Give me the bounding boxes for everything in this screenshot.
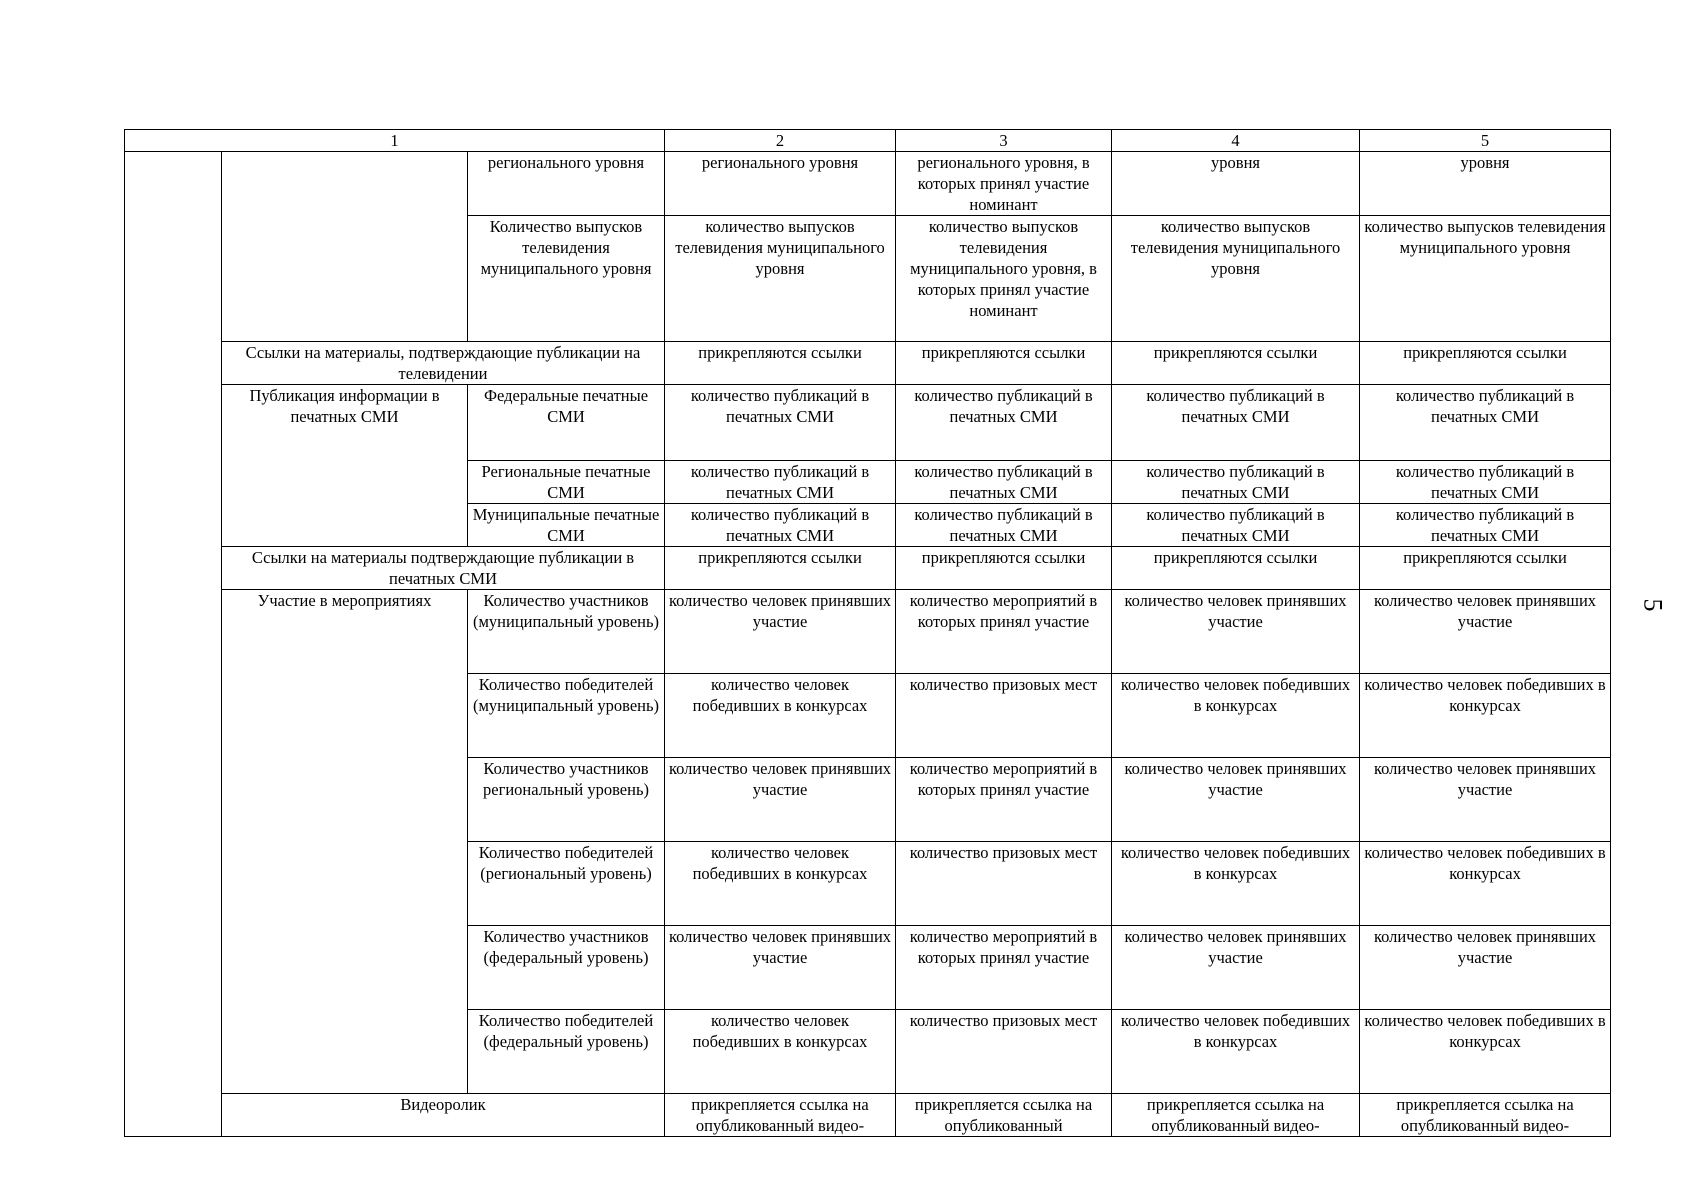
col-3-cell: количество публикаций в печатных СМИ xyxy=(896,385,1112,461)
col-2-cell: прикрепляются ссылки xyxy=(665,547,896,590)
col-2-cell: количество человек принявших участие xyxy=(665,590,896,674)
col-4-cell: количество человек принявших участие xyxy=(1112,758,1360,842)
sub-criterion-cell: Количество выпусков телевидения муниципального уровня xyxy=(468,216,665,342)
table-row xyxy=(125,547,1611,590)
col-5-cell: прикрепляется ссылка на опубликованный видео- xyxy=(1360,1094,1611,1137)
col-4-cell: прикрепляются ссылки xyxy=(1112,547,1360,590)
col-5-cell: прикрепляются ссылки xyxy=(1360,547,1611,590)
header-col-2: 2 xyxy=(665,130,896,152)
col-3-cell: прикрепляется ссылка на опубликованный xyxy=(896,1094,1112,1137)
col-2-cell: количество человек принявших участие xyxy=(665,926,896,1010)
col-2-cell: количество человек победивших в конкурсах xyxy=(665,842,896,926)
col-3-cell: количество выпусков телевидения муниципального уровня, в которых принял участие номинант xyxy=(896,216,1112,342)
col-5-cell: количество человек принявших участие xyxy=(1360,758,1611,842)
col-2-cell: количество человек принявших участие xyxy=(665,758,896,842)
col-4-cell: количество публикаций в печатных СМИ xyxy=(1112,504,1360,547)
col-3-cell: количество мероприятий в которых принял участие xyxy=(896,758,1112,842)
table-row xyxy=(125,342,1611,385)
sub-criterion-cell: Количество участников (федеральный уровень) xyxy=(468,926,665,1010)
col-5-cell: количество человек победивших в конкурсах xyxy=(1360,842,1611,926)
table-row xyxy=(125,152,1611,216)
col-3-cell: количество призовых мест xyxy=(896,1010,1112,1094)
span-criterion-cell: Видеоролик xyxy=(222,1094,665,1137)
sub-criterion-cell: Региональные печатные СМИ xyxy=(468,461,665,504)
col-2-cell: количество публикаций в печатных СМИ xyxy=(665,385,896,461)
col-4-cell: прикрепляется ссылка на опубликованный видео- xyxy=(1112,1094,1360,1137)
main-criterion-cell: Публикация информации в печатных СМИ xyxy=(222,385,468,547)
col-3-cell: количество публикаций в печатных СМИ xyxy=(896,461,1112,504)
col-4-cell: количество публикаций в печатных СМИ xyxy=(1112,461,1360,504)
col-4-cell: количество человек принявших участие xyxy=(1112,590,1360,674)
col-5-cell: количество выпусков телевидения муниципального уровня xyxy=(1360,216,1611,342)
col-4-cell: количество человек победивших в конкурсах xyxy=(1112,842,1360,926)
header-col-1: 1 xyxy=(125,130,665,152)
sub-criterion-cell: регионального уровня xyxy=(468,152,665,216)
col-4-cell: уровня xyxy=(1112,152,1360,216)
sub-criterion-cell: Количество победителей (муниципальный уровень) xyxy=(468,674,665,758)
col-2-cell: количество публикаций в печатных СМИ xyxy=(665,504,896,547)
outer-left-cell xyxy=(125,152,222,1137)
col-5-cell: количество человек победивших в конкурсах xyxy=(1360,1010,1611,1094)
col-3-cell: прикрепляются ссылки xyxy=(896,547,1112,590)
span-criterion-cell: Ссылки на материалы, подтверждающие публикации на телевидении xyxy=(222,342,665,385)
main-criterion-cell xyxy=(222,152,468,342)
sub-criterion-cell: Количество победителей (федеральный уровень) xyxy=(468,1010,665,1094)
col-3-cell: прикрепляются ссылки xyxy=(896,342,1112,385)
col-3-cell: количество мероприятий в которых принял участие xyxy=(896,590,1112,674)
col-2-cell: регионального уровня xyxy=(665,152,896,216)
col-5-cell: количество публикаций в печатных СМИ xyxy=(1360,504,1611,547)
table-row xyxy=(125,590,1611,674)
col-3-cell: количество мероприятий в которых принял участие xyxy=(896,926,1112,1010)
table-row xyxy=(125,1094,1611,1137)
col-4-cell: количество публикаций в печатных СМИ xyxy=(1112,385,1360,461)
col-3-cell: количество призовых мест xyxy=(896,674,1112,758)
col-5-cell: количество человек принявших участие xyxy=(1360,590,1611,674)
col-3-cell: количество призовых мест xyxy=(896,842,1112,926)
col-2-cell: количество человек победивших в конкурсах xyxy=(665,674,896,758)
col-4-cell: прикрепляются ссылки xyxy=(1112,342,1360,385)
sub-criterion-cell: Количество победителей (региональный уровень) xyxy=(468,842,665,926)
col-2-cell: количество публикаций в печатных СМИ xyxy=(665,461,896,504)
col-5-cell: количество публикаций в печатных СМИ xyxy=(1360,461,1611,504)
main-criterion-cell: Участие в мероприятиях xyxy=(222,590,468,1094)
col-3-cell: количество публикаций в печатных СМИ xyxy=(896,504,1112,547)
page-number: 5 xyxy=(1638,598,1668,612)
col-2-cell: прикрепляются ссылки xyxy=(665,342,896,385)
span-criterion-cell: Ссылки на материалы подтверждающие публикации в печатных СМИ xyxy=(222,547,665,590)
col-4-cell: количество человек победивших в конкурсах xyxy=(1112,1010,1360,1094)
sub-criterion-cell: Количество участников региональный уровень) xyxy=(468,758,665,842)
col-5-cell: количество человек принявших участие xyxy=(1360,926,1611,1010)
sub-criterion-cell: Федеральные печатные СМИ xyxy=(468,385,665,461)
criteria-table xyxy=(124,129,1611,1137)
sub-criterion-cell: Муниципальные печатные СМИ xyxy=(468,504,665,547)
col-5-cell: количество публикаций в печатных СМИ xyxy=(1360,385,1611,461)
col-2-cell: количество выпусков телевидения муниципального уровня xyxy=(665,216,896,342)
col-3-cell: регионального уровня, в которых принял участие номинант xyxy=(896,152,1112,216)
header-row xyxy=(125,130,1611,152)
header-col-4: 4 xyxy=(1112,130,1360,152)
col-5-cell: уровня xyxy=(1360,152,1611,216)
col-2-cell: количество человек победивших в конкурсах xyxy=(665,1010,896,1094)
header-col-3: 3 xyxy=(896,130,1112,152)
table-row xyxy=(125,385,1611,461)
col-5-cell: прикрепляются ссылки xyxy=(1360,342,1611,385)
col-4-cell: количество человек победивших в конкурсах xyxy=(1112,674,1360,758)
sub-criterion-cell: Количество участников (муниципальный уровень) xyxy=(468,590,665,674)
col-4-cell: количество выпусков телевидения муниципального уровня xyxy=(1112,216,1360,342)
col-4-cell: количество человек принявших участие xyxy=(1112,926,1360,1010)
col-2-cell: прикрепляется ссылка на опубликованный видео- xyxy=(665,1094,896,1137)
header-col-5: 5 xyxy=(1360,130,1611,152)
col-5-cell: количество человек победивших в конкурсах xyxy=(1360,674,1611,758)
